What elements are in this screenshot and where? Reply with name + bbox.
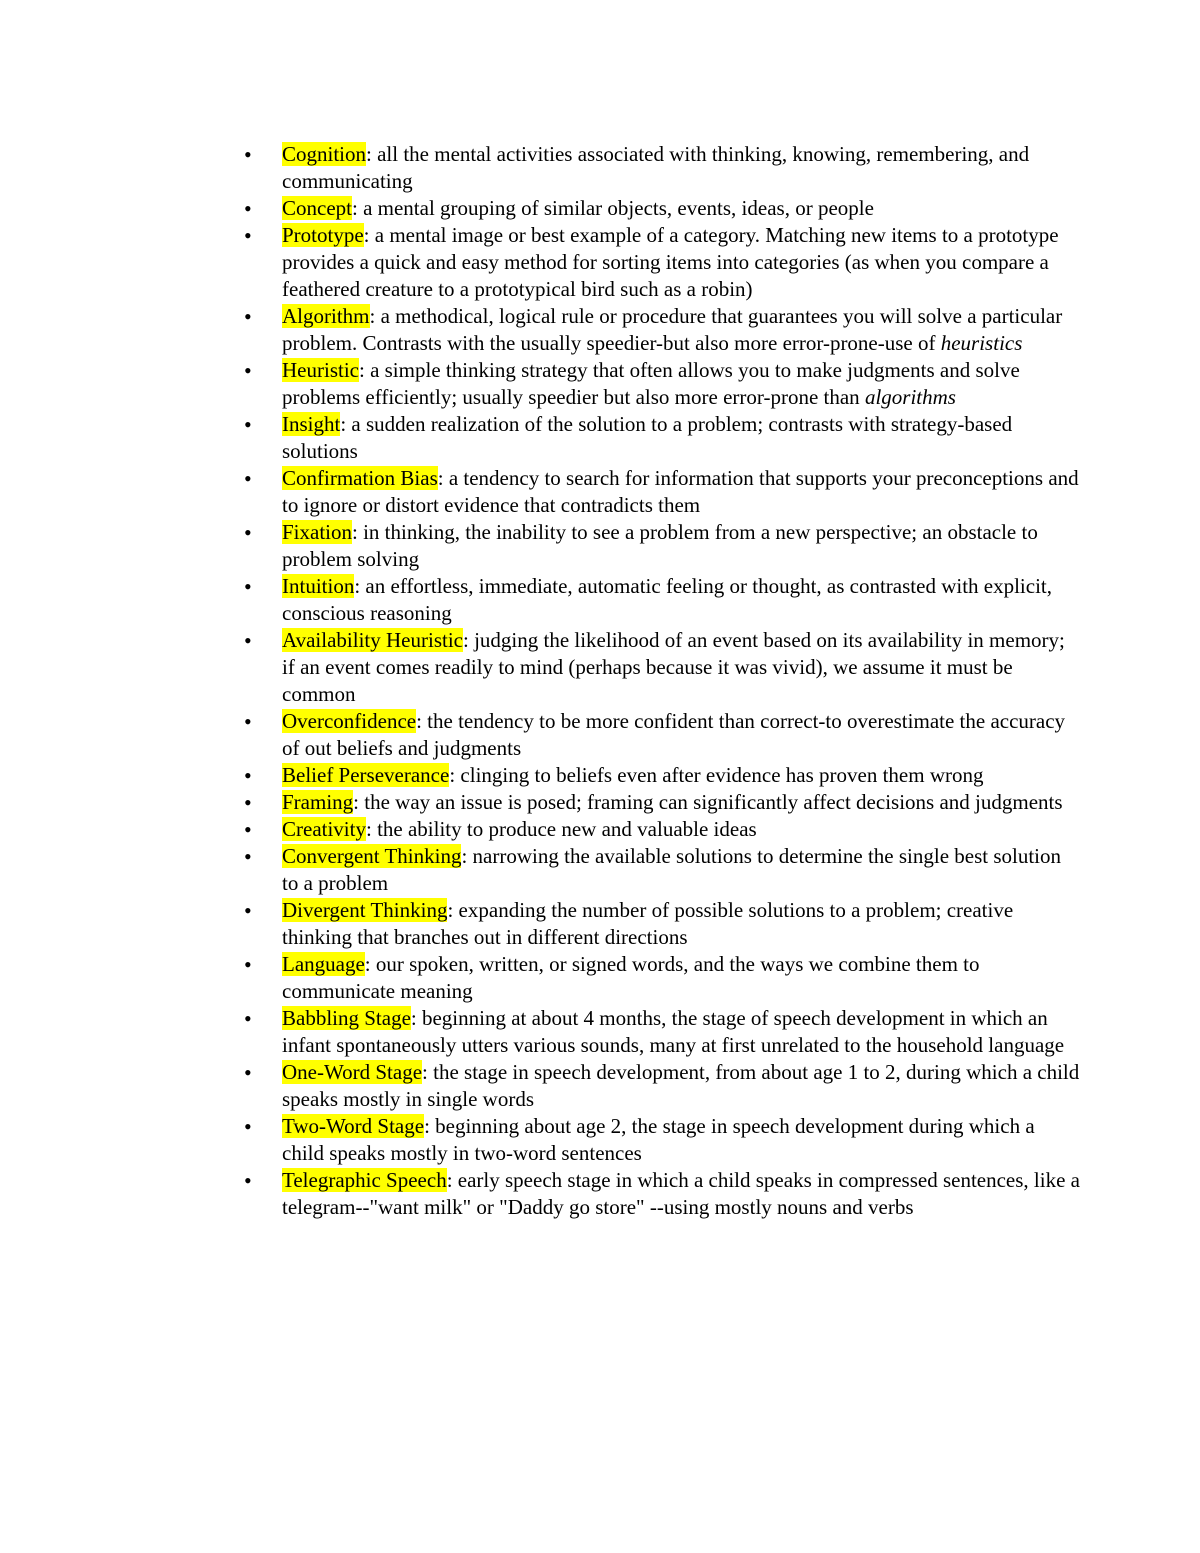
bullet-icon: • bbox=[244, 358, 252, 383]
bullet-icon: • bbox=[244, 574, 252, 599]
definition-text: : our spoken, written, or signed words, and the ways we combine them to communicate meaning bbox=[282, 952, 980, 1003]
term-highlight: Two-Word Stage bbox=[282, 1114, 425, 1138]
definition-text: : a methodical, logical rule or procedure that guarantees you will solve a particular problem. Contrasts with the usually speedier-but also more error-prone-use of bbox=[282, 304, 1063, 355]
definition-text: : the tendency to be more confident than correct-to overestimate the accuracy of out beliefs and judgments bbox=[282, 709, 1066, 760]
definition-text: : narrowing the available solutions to determine the single best solution to a problem bbox=[282, 844, 1062, 895]
list-item bbox=[240, 789, 1080, 816]
list-item bbox=[240, 141, 1080, 195]
bullet-icon: • bbox=[244, 1060, 252, 1085]
list-item bbox=[240, 519, 1080, 573]
bullet-icon: • bbox=[244, 898, 252, 923]
definition-text: : clinging to beliefs even after evidence has proven them wrong bbox=[449, 763, 984, 787]
list-item bbox=[240, 1005, 1080, 1059]
bullet-icon: • bbox=[244, 817, 252, 842]
definition-text: : all the mental activities associated with thinking, knowing, remembering, and communicating bbox=[282, 142, 1030, 193]
term-highlight: Insight bbox=[282, 412, 341, 436]
list-item bbox=[240, 708, 1080, 762]
term-highlight: Framing bbox=[282, 790, 354, 814]
list-item bbox=[240, 573, 1080, 627]
bullet-icon: • bbox=[244, 790, 252, 815]
bullet-icon: • bbox=[244, 196, 252, 221]
definition-text: : a mental grouping of similar objects, events, ideas, or people bbox=[351, 196, 874, 220]
term-highlight: Prototype bbox=[282, 223, 364, 247]
list-item bbox=[240, 762, 1080, 789]
definition-italic: heuristics bbox=[940, 331, 1023, 355]
list-item bbox=[240, 1113, 1080, 1167]
term-highlight: Telegraphic Speech bbox=[282, 1168, 447, 1192]
definition-text: : an effortless, immediate, automatic feeling or thought, as contrasted with explicit, conscious reasoning bbox=[282, 574, 1053, 625]
bullet-icon: • bbox=[244, 628, 252, 653]
bullet-icon: • bbox=[244, 412, 252, 437]
definition-text: : judging the likelihood of an event based on its availability in memory; if an event comes readily to mind (perhaps because it was vivid), we assume it must be common bbox=[282, 628, 1065, 706]
bullet-icon: • bbox=[244, 520, 252, 545]
list-item bbox=[240, 627, 1080, 708]
term-highlight: One-Word Stage bbox=[282, 1060, 423, 1084]
term-highlight: Availability Heuristic bbox=[282, 628, 463, 652]
glossary-list bbox=[240, 141, 1080, 1221]
bullet-icon: • bbox=[244, 304, 252, 329]
term-highlight: Belief Perseverance bbox=[282, 763, 450, 787]
list-item bbox=[240, 897, 1080, 951]
list-item bbox=[240, 411, 1080, 465]
definition-text: : a sudden realization of the solution to a problem; contrasts with strategy-based solutions bbox=[282, 412, 1013, 463]
term-highlight: Language bbox=[282, 952, 365, 976]
bullet-icon: • bbox=[244, 1114, 252, 1139]
bullet-icon: • bbox=[244, 763, 252, 788]
list-item bbox=[240, 303, 1080, 357]
term-highlight: Confirmation Bias bbox=[282, 466, 438, 490]
bullet-icon: • bbox=[244, 844, 252, 869]
list-item bbox=[240, 816, 1080, 843]
term-highlight: Convergent Thinking bbox=[282, 844, 462, 868]
term-highlight: Cognition bbox=[282, 142, 367, 166]
bullet-icon: • bbox=[244, 952, 252, 977]
list-item bbox=[240, 465, 1080, 519]
bullet-icon: • bbox=[244, 709, 252, 734]
term-highlight: Fixation bbox=[282, 520, 353, 544]
term-highlight: Concept bbox=[282, 196, 352, 220]
bullet-icon: • bbox=[244, 466, 252, 491]
term-highlight: Overconfidence bbox=[282, 709, 417, 733]
bullet-icon: • bbox=[244, 142, 252, 167]
definition-text: : a simple thinking strategy that often allows you to make judgments and solve problems efficiently; usually speedier but also more error-prone than bbox=[282, 358, 1020, 409]
bullet-icon: • bbox=[244, 1168, 252, 1193]
definition-text: : in thinking, the inability to see a problem from a new perspective; an obstacle to problem solving bbox=[282, 520, 1038, 571]
term-highlight: Creativity bbox=[282, 817, 366, 841]
list-item bbox=[240, 1167, 1080, 1221]
term-highlight: Intuition bbox=[282, 574, 355, 598]
definition-text: : the stage in speech development, from about age 1 to 2, during which a child speaks mostly in single words bbox=[282, 1060, 1080, 1111]
list-item bbox=[240, 951, 1080, 1005]
definition-text: : beginning about age 2, the stage in speech development during which a child speaks mostly in two-word sentences bbox=[282, 1114, 1035, 1165]
definition-text: : the way an issue is posed; framing can significantly affect decisions and judgments bbox=[353, 790, 1063, 814]
bullet-icon: • bbox=[244, 1006, 252, 1031]
term-highlight: Divergent Thinking bbox=[282, 898, 448, 922]
term-highlight: Babbling Stage bbox=[282, 1006, 411, 1030]
list-item bbox=[240, 1059, 1080, 1113]
definition-text: : beginning at about 4 months, the stage of speech development in which an infant spontaneously utters various sounds, many at first unrelated to the household language bbox=[282, 1006, 1065, 1057]
definition-text: : a mental image or best example of a category. Matching new items to a prototype provides a quick and easy method for sorting items into categories (as when you compare a feathered creature to a prototypical bird such as a robin) bbox=[282, 223, 1059, 301]
definition-italic: algorithms bbox=[864, 385, 956, 409]
list-item bbox=[240, 222, 1080, 303]
bullet-icon: • bbox=[244, 223, 252, 248]
definition-text: : early speech stage in which a child speaks in compressed sentences, like a telegram--"want milk" or "Daddy go store" --using mostly nouns and verbs bbox=[282, 1168, 1080, 1219]
definition-text: : a tendency to search for information that supports your preconceptions and to ignore or distort evidence that contradicts them bbox=[282, 466, 1079, 517]
term-highlight: Heuristic bbox=[282, 358, 359, 382]
definition-text: : expanding the number of possible solutions to a problem; creative thinking that branches out in different directions bbox=[282, 898, 1014, 949]
list-item bbox=[240, 195, 1080, 222]
list-item bbox=[240, 357, 1080, 411]
definition-text: : the ability to produce new and valuable ideas bbox=[365, 817, 757, 841]
term-highlight: Algorithm bbox=[282, 304, 370, 328]
list-item bbox=[240, 843, 1080, 897]
